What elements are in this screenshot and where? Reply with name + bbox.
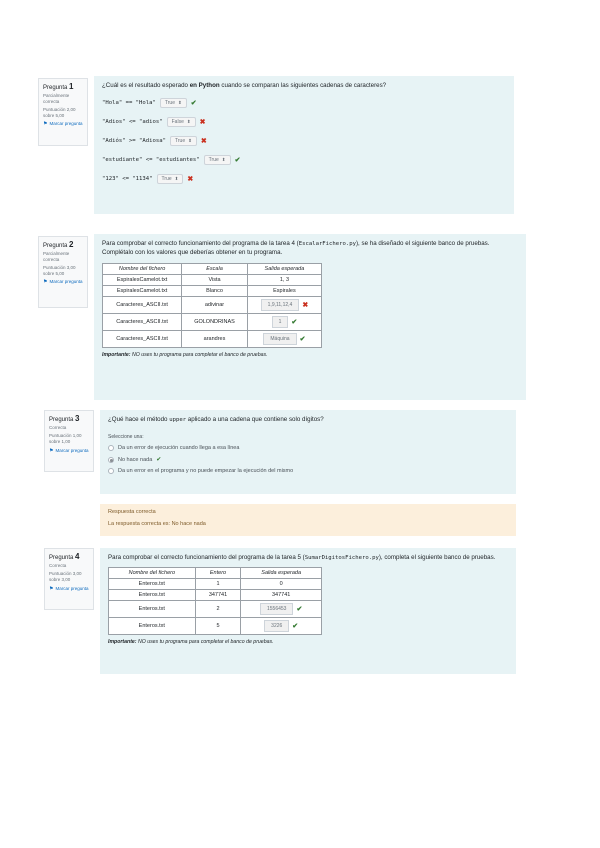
table-row bbox=[103, 296, 322, 313]
question-content-1 bbox=[94, 76, 514, 214]
column-header: Nombre del fichero bbox=[109, 568, 196, 579]
question-number-value: 2 bbox=[69, 240, 74, 249]
question-state: Correcta bbox=[49, 425, 67, 430]
question-code: upper bbox=[169, 417, 187, 423]
answer-field[interactable]: 1,9,11,12,4 bbox=[261, 299, 300, 311]
answer-select[interactable] bbox=[157, 174, 184, 184]
file-cell: Caracteres_ASCII.txt bbox=[103, 296, 182, 313]
question-label: Pregunta bbox=[49, 555, 74, 561]
option-label: Da un error de ejecución cuando llega a esa línea bbox=[118, 445, 240, 452]
answer-field[interactable]: 1 bbox=[272, 316, 289, 328]
expected-output-cell bbox=[247, 296, 321, 313]
question-number bbox=[49, 414, 89, 423]
table-row bbox=[103, 274, 322, 285]
table-row bbox=[109, 601, 322, 618]
note-bold: Importante: bbox=[102, 351, 131, 358]
question-grade: Puntuación 2,00 sobre 5,00 bbox=[43, 106, 76, 118]
answer-field[interactable]: 3226 bbox=[264, 620, 289, 632]
question-text-suffix: ), completa el siguiente banco de pruebas. bbox=[378, 554, 496, 561]
column-header: Salida esperada bbox=[241, 568, 322, 579]
radio-button[interactable] bbox=[108, 457, 114, 463]
comparison-list bbox=[102, 97, 506, 185]
question-text-prefix: Para comprobar el correcto funcionamiento del programa de la tarea 5 ( bbox=[108, 554, 305, 561]
table-row bbox=[103, 330, 322, 347]
radio-button[interactable] bbox=[108, 468, 114, 474]
question-content-3 bbox=[100, 410, 516, 494]
question-text-suffix: aplicado a una cadena que contiene solo dígitos? bbox=[186, 416, 324, 423]
flag-label: Marcar pregunta bbox=[49, 121, 83, 127]
answer-option[interactable] bbox=[108, 468, 508, 474]
table-header-row bbox=[103, 263, 322, 274]
important-note bbox=[102, 352, 518, 358]
question-info-3 bbox=[44, 410, 94, 472]
input-cell: 1 bbox=[195, 579, 241, 590]
feedback-title: Respuesta correcta bbox=[108, 509, 156, 515]
input-cell: 2 bbox=[195, 601, 241, 618]
comparison-expression: "Adios" <= "adios" bbox=[102, 119, 163, 126]
question-text-suffix: ), se ha diseñado el siguiente banco de pruebas. Complétalo con los valores que deberías obtener en tu programa. bbox=[102, 240, 490, 257]
flag-question-link[interactable] bbox=[43, 121, 83, 128]
flag-label: Marcar pregunta bbox=[49, 279, 83, 285]
input-cell: 5 bbox=[195, 618, 241, 635]
select-value: False bbox=[171, 119, 184, 126]
chevron-down-icon: ⬍ bbox=[221, 157, 226, 163]
question-state: Parcialmente correcta bbox=[43, 93, 70, 104]
chevron-down-icon: ⬍ bbox=[186, 119, 191, 125]
question-state: Correcta bbox=[49, 563, 67, 568]
answer-option[interactable] bbox=[108, 445, 508, 451]
question-info-1 bbox=[38, 78, 88, 146]
test-bank-table bbox=[102, 263, 322, 348]
column-header: Entero bbox=[195, 568, 241, 579]
chevron-down-icon: ⬍ bbox=[188, 138, 192, 144]
answer-select[interactable] bbox=[170, 136, 197, 146]
question-grade: Puntuación 3,00 sobre 3,00 bbox=[49, 570, 82, 582]
answer-option[interactable] bbox=[108, 456, 508, 463]
flag-question-link[interactable] bbox=[43, 279, 83, 286]
answer-field-wrapper bbox=[272, 316, 298, 328]
note-text: NO uses tu programa para completar el banco de pruebas. bbox=[136, 639, 274, 646]
expected-output-cell: 1, 3 bbox=[247, 274, 321, 285]
flag-icon: ⚑ bbox=[43, 279, 48, 286]
column-header: Escala bbox=[182, 263, 248, 274]
comparison-expression: "123" <= "1134" bbox=[102, 176, 153, 183]
table-row bbox=[103, 313, 322, 330]
comparison-expression: "estudiante" <= "estudiantes" bbox=[102, 157, 200, 164]
expected-output-cell bbox=[241, 618, 322, 635]
file-cell: Caracteres_ASCII.txt bbox=[103, 313, 182, 330]
input-cell: arandres bbox=[182, 330, 248, 347]
answer-select[interactable] bbox=[160, 98, 187, 108]
file-cell: Enteros.txt bbox=[109, 618, 196, 635]
question-text-prefix: ¿Qué hace el método bbox=[108, 416, 170, 423]
answer-select[interactable] bbox=[167, 117, 196, 127]
question-state: Parcialmente correcta bbox=[43, 251, 70, 262]
chevron-down-icon: ⬍ bbox=[178, 100, 182, 106]
question-number-value: 3 bbox=[75, 414, 80, 423]
input-cell: Vista bbox=[182, 274, 248, 285]
comparison-expression: "Hola" == "Hola" bbox=[102, 100, 156, 107]
flag-icon: ⚑ bbox=[49, 585, 54, 592]
check-icon: ✔ bbox=[234, 157, 241, 165]
answer-field-wrapper bbox=[263, 333, 305, 345]
note-bold: Importante: bbox=[108, 639, 137, 646]
cross-icon: ✖ bbox=[302, 301, 309, 309]
expected-output-cell bbox=[247, 313, 321, 330]
flag-question-link[interactable] bbox=[49, 448, 89, 455]
answer-field-wrapper bbox=[261, 299, 309, 311]
question-content-2 bbox=[94, 234, 526, 400]
answer-field-wrapper bbox=[260, 603, 302, 615]
comparison-row bbox=[102, 173, 506, 185]
comparison-row bbox=[102, 154, 506, 166]
question-text bbox=[102, 81, 506, 90]
select-value: True bbox=[164, 100, 175, 107]
table-row bbox=[103, 285, 322, 296]
file-cell: Enteros.txt bbox=[109, 579, 196, 590]
file-cell: Enteros.txt bbox=[109, 590, 196, 601]
note-text: NO uses tu programa para completar el banco de pruebas. bbox=[130, 351, 268, 358]
question-text-prefix: ¿Cuál es el resultado esperado bbox=[102, 82, 190, 89]
flag-icon: ⚑ bbox=[49, 447, 54, 454]
input-cell: adivinar bbox=[182, 296, 248, 313]
question-content-4 bbox=[100, 548, 516, 674]
expected-output-cell: 347741 bbox=[241, 590, 322, 601]
flag-question-link[interactable] bbox=[49, 586, 89, 593]
cross-icon: ✖ bbox=[199, 119, 206, 127]
question-info-4 bbox=[44, 548, 94, 610]
check-icon: ✔ bbox=[292, 623, 299, 631]
option-label: No hace nada bbox=[118, 456, 153, 463]
table-row bbox=[109, 590, 322, 601]
input-cell: 347741 bbox=[195, 590, 241, 601]
question-text bbox=[108, 553, 508, 562]
question-text bbox=[108, 415, 508, 424]
file-cell: EspiralesCamelot.txt bbox=[103, 285, 182, 296]
comparison-row bbox=[102, 116, 506, 128]
cross-icon: ✖ bbox=[187, 176, 194, 184]
question-text-prefix: Para comprobar el correcto funcionamiento del programa de la tarea 4 ( bbox=[102, 240, 299, 247]
answer-field[interactable]: Máquina bbox=[263, 333, 296, 345]
feedback-answer: La respuesta correcta es: No hace nada bbox=[108, 521, 206, 527]
flag-label: Marcar pregunta bbox=[55, 447, 89, 453]
check-icon: ✔ bbox=[156, 457, 162, 464]
test-bank-table bbox=[108, 567, 322, 635]
input-cell: Blanco bbox=[182, 285, 248, 296]
flag-icon: ⚑ bbox=[43, 121, 48, 128]
file-cell: Enteros.txt bbox=[109, 601, 196, 618]
radio-button[interactable] bbox=[108, 445, 114, 451]
question-grade: Puntuación 1,00 sobre 1,00 bbox=[49, 432, 82, 444]
table-header-row bbox=[109, 568, 322, 579]
answer-field[interactable]: 1556453 bbox=[260, 603, 293, 615]
expected-output-cell: Espirales bbox=[247, 285, 321, 296]
question-text-suffix: cuando se comparan las siguientes cadenas de caracteres? bbox=[219, 82, 387, 89]
check-icon: ✔ bbox=[190, 100, 197, 108]
comparison-expression: "Adiós" >= "Adiosa" bbox=[102, 138, 166, 145]
question-text-bold: en Python bbox=[189, 82, 220, 89]
question-grade: Puntuación 3,00 sobre 5,00 bbox=[43, 264, 76, 276]
expected-output-cell bbox=[247, 330, 321, 347]
column-header: Nombre del fichero bbox=[103, 263, 182, 274]
question-code: SumarDigitosFichero.py bbox=[304, 555, 379, 561]
answer-options bbox=[108, 445, 508, 474]
question-number bbox=[49, 552, 89, 561]
check-icon: ✔ bbox=[291, 318, 298, 326]
question-label: Pregunta bbox=[43, 85, 68, 91]
comparison-row bbox=[102, 135, 506, 147]
file-cell: Caracteres_ASCII.txt bbox=[103, 330, 182, 347]
select-value: True bbox=[208, 157, 219, 164]
check-icon: ✔ bbox=[296, 606, 303, 614]
question-info-2 bbox=[38, 236, 88, 308]
question-number-value: 4 bbox=[75, 552, 80, 561]
feedback-box bbox=[100, 504, 516, 536]
answer-field-wrapper bbox=[264, 620, 298, 632]
question-label: Pregunta bbox=[43, 243, 68, 249]
table-row bbox=[109, 579, 322, 590]
file-cell: EspiralesCamelot.txt bbox=[103, 274, 182, 285]
select-value: True bbox=[175, 138, 186, 145]
answer-select[interactable] bbox=[204, 155, 231, 165]
option-label: Da un error en el programa y no puede empezar la ejecución del mismo bbox=[118, 468, 294, 475]
question-number bbox=[43, 240, 83, 249]
comparison-row bbox=[102, 97, 506, 109]
question-text bbox=[102, 239, 518, 258]
expected-output-cell bbox=[241, 601, 322, 618]
select-value: True bbox=[161, 176, 172, 183]
question-label: Pregunta bbox=[49, 417, 74, 423]
check-icon: ✔ bbox=[299, 335, 306, 343]
cross-icon: ✖ bbox=[200, 138, 207, 146]
question-code: EscalarFichero.py bbox=[298, 241, 356, 247]
column-header: Salida esperada bbox=[247, 263, 321, 274]
important-note bbox=[108, 639, 508, 645]
expected-output-cell: 0 bbox=[241, 579, 322, 590]
question-number bbox=[43, 82, 83, 91]
question-number-value: 1 bbox=[69, 82, 74, 91]
chevron-down-icon: ⬍ bbox=[174, 176, 179, 182]
input-cell: GOLONDRINAS bbox=[182, 313, 248, 330]
select-prompt: Seleccione una: bbox=[108, 434, 144, 441]
flag-label: Marcar pregunta bbox=[55, 585, 89, 591]
table-row bbox=[109, 618, 322, 635]
